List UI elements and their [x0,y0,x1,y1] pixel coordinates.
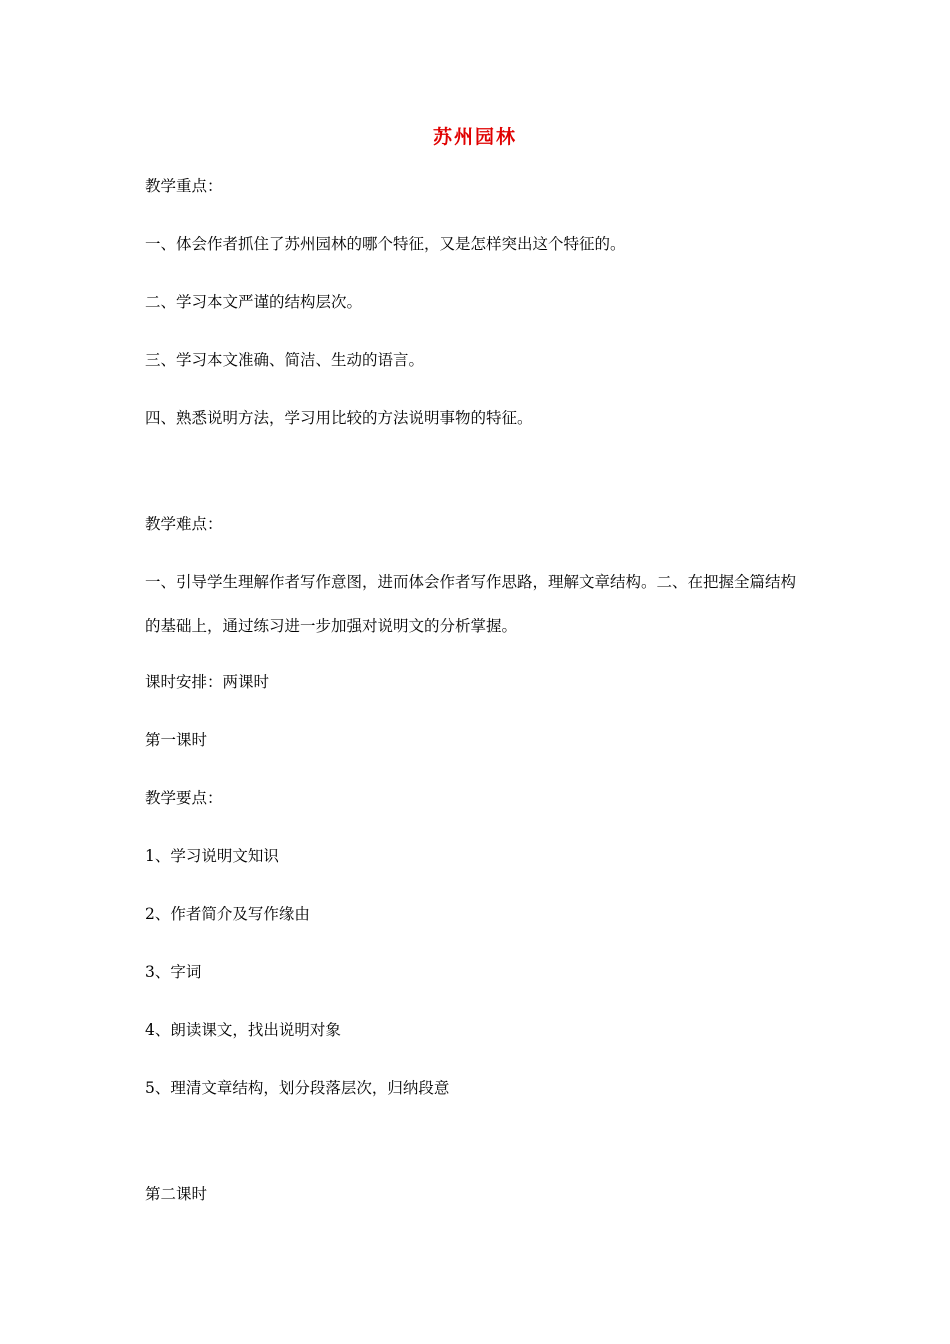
lesson1-point-item: 3、字词 [145,963,202,981]
key-points-heading: 教学重点： [145,177,223,195]
key-point-item: 二、学习本文严谨的结构层次。 [145,293,363,311]
lesson1-points-heading: 教学要点： [145,789,223,807]
lesson1-point-item: 2、作者简介及写作缘由 [145,905,310,923]
document-title: 苏州园林 [432,126,517,148]
key-point-item: 三、学习本文准确、简洁、生动的语言。 [145,351,425,369]
key-point-item: 一、体会作者抓住了苏州园林的哪个特征，又是怎样突出这个特征的。 [145,235,626,253]
lesson1-point-item: 4、朗读课文，找出说明对象 [145,1021,341,1039]
key-point-item: 四、熟悉说明方法，学习用比较的方法说明事物的特征。 [145,409,533,427]
difficult-points-paragraph: 一、引导学生理解作者写作意图，进而体会作者写作思路，理解文章结构。二、在把握全篇结构的基础上，通过练习进一步加强对说明文的分析掌握。 [145,573,797,635]
lesson1-point-item: 5、理清文章结构，划分段落层次，归纳段意 [145,1079,450,1097]
lesson-schedule: 课时安排：两课时 [145,673,270,691]
lesson1-heading: 第一课时 [145,731,208,749]
lesson1-point-item: 1、学习说明文知识 [145,847,279,865]
lesson2-heading: 第二课时 [145,1185,208,1203]
difficult-points-heading: 教学难点： [145,515,223,533]
